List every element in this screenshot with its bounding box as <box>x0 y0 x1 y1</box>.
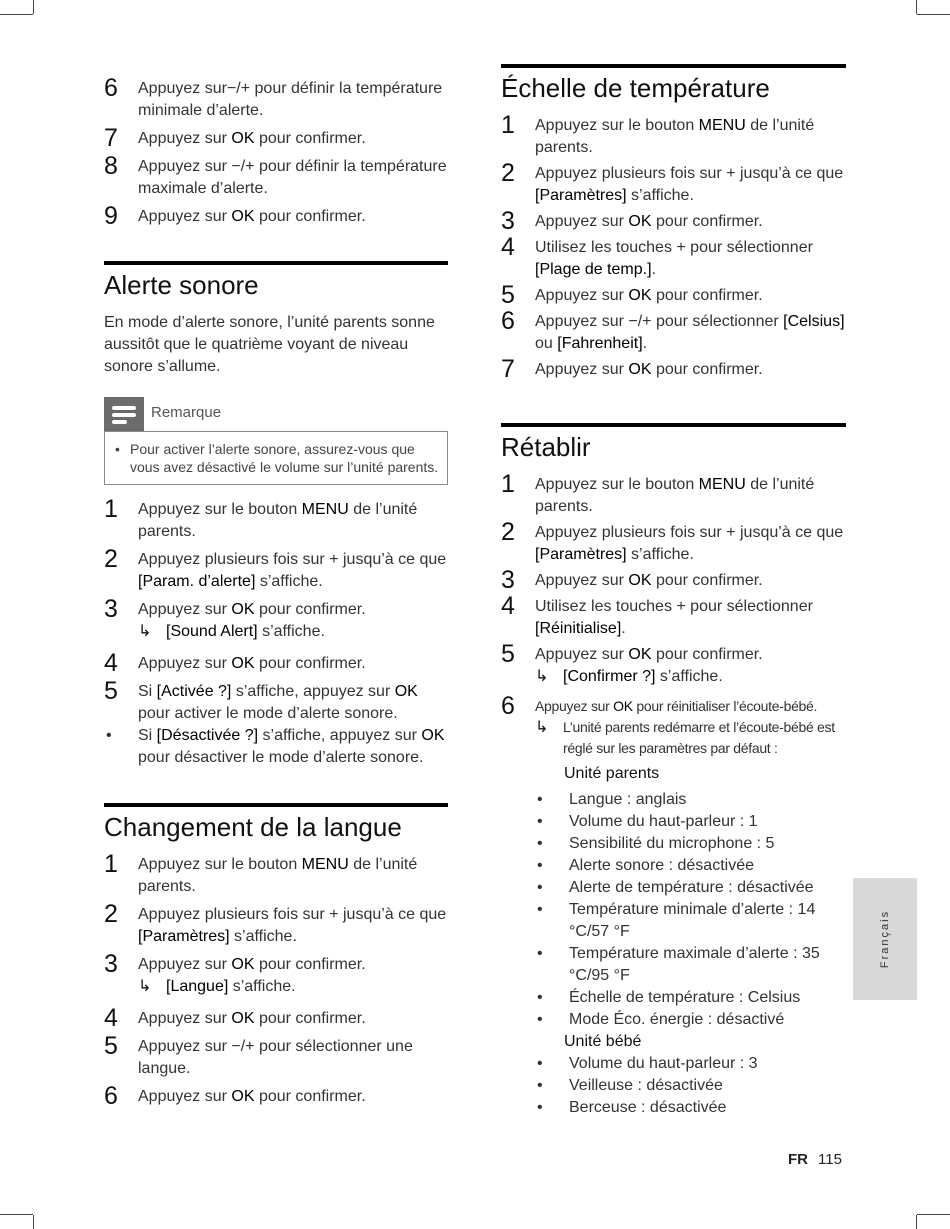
default-setting-text: Température minimale d’alerte : 14 °C/57 °F <box>569 901 816 940</box>
crop-mark-tr <box>916 0 917 14</box>
step-number: 6 <box>104 74 118 102</box>
step-text: de l’unité parents. <box>138 501 418 540</box>
step-number: 3 <box>104 950 118 978</box>
menu-option: [Désactivée ?] <box>156 727 259 744</box>
default-setting-text: Température maximale d’alerte : 35 °C/95 °F <box>569 945 820 984</box>
step-number: 3 <box>104 595 118 623</box>
step-text: pour confirmer. <box>651 213 763 230</box>
key-ok: OK <box>394 683 418 700</box>
step-text: Appuyez sur −/+ pour sélectionner <box>535 313 784 330</box>
step-text: Si <box>138 683 157 700</box>
default-setting-text: Berceuse : désactivée <box>569 1099 727 1116</box>
key-ok: OK <box>421 727 445 744</box>
crop-mark-tl <box>0 14 33 15</box>
step-text: pour confirmer. <box>651 361 763 378</box>
key-ok: OK <box>231 1010 255 1027</box>
page-number: 115 <box>818 1151 842 1168</box>
parent-default-item <box>501 899 846 943</box>
section-rule <box>104 803 448 807</box>
step-number: 4 <box>104 1004 118 1032</box>
step-4 <box>501 592 846 640</box>
footer-lang: FR <box>788 1151 808 1168</box>
crop-mark-br <box>917 1214 950 1215</box>
language-side-tab <box>853 878 917 1000</box>
step-3 <box>501 566 846 594</box>
key-ok: OK <box>628 287 652 304</box>
step-text: Appuyez sur <box>535 361 629 378</box>
step-result <box>535 717 846 759</box>
step-3 <box>104 950 448 998</box>
step-4 <box>104 649 448 677</box>
step-text: s’affiche. <box>655 668 723 685</box>
step-9 <box>104 202 448 230</box>
default-setting-text: Échelle de température : Celsius <box>569 989 801 1006</box>
step-1 <box>501 470 846 518</box>
step-text: s’affiche. <box>626 187 694 204</box>
step-text: de l’unité parents. <box>138 856 418 895</box>
step-text: pour confirmer. <box>254 956 366 973</box>
step-text: L’unité parents redémarre et l’écoute-bébé est réglé sur les paramètres par défaut : <box>563 719 835 756</box>
parent-defaults-list <box>501 789 846 1031</box>
baby-default-item <box>501 1075 846 1097</box>
key-ok: OK <box>231 601 255 618</box>
crop-mark-br <box>916 1215 917 1229</box>
step-text: pour confirmer. <box>254 1010 366 1027</box>
step-number: 9 <box>104 202 118 230</box>
default-setting-text: Mode Éco. énergie : désactivé <box>569 1011 785 1028</box>
step-number: 6 <box>501 692 515 720</box>
key-ok: OK <box>628 361 652 378</box>
bullet-dot: • <box>537 879 543 896</box>
baby-default-item <box>501 1053 846 1075</box>
step-4 <box>104 1004 448 1032</box>
menu-option: [Langue] <box>166 978 229 995</box>
bullet-dot: • <box>115 441 120 457</box>
step-2 <box>104 900 448 948</box>
temp-alert-continued <box>104 74 448 230</box>
step-text: Appuyez sur <box>535 213 629 230</box>
bullet-dot: • <box>537 835 543 852</box>
step-text: Appuyez sur −/+ pour sélectionner une langue. <box>138 1038 413 1077</box>
step-text: Utilisez les touches + pour sélectionner <box>535 598 813 615</box>
bullet-dot: • <box>537 1011 543 1028</box>
key-ok: OK <box>231 130 255 147</box>
step-number: 4 <box>104 649 118 677</box>
arrow-icon: ↳ <box>138 978 152 995</box>
bullet-dot: • <box>537 1077 543 1094</box>
step-text: Appuyez sur <box>535 572 629 589</box>
step-1 <box>501 111 846 159</box>
step-5 <box>104 1032 448 1080</box>
step-5 <box>501 640 846 688</box>
menu-option: [Confirmer ?] <box>563 668 656 685</box>
bullet-dot: • <box>537 857 543 874</box>
step-text: Appuyez sur <box>535 646 629 663</box>
step-text: Si <box>138 727 157 744</box>
section-intro: En mode d’alerte sonore, l’unité parents sonne aussitôt que le quatrième voyant de niveau sonore s’allume. <box>104 314 435 375</box>
default-setting-text: Alerte de température : désactivée <box>569 879 814 896</box>
key-ok: OK <box>613 698 633 714</box>
key-ok: OK <box>231 956 255 973</box>
parent-default-item <box>501 877 846 899</box>
step-text: Appuyez plusieurs fois sur + jusqu’à ce que <box>138 551 447 568</box>
step-text: Appuyez sur <box>138 208 232 225</box>
bullet-dot: • <box>537 945 543 962</box>
step-text: Appuyez sur le bouton <box>535 117 699 134</box>
page-footer <box>788 1151 842 1168</box>
step-number: 2 <box>501 518 515 546</box>
step-number: 8 <box>104 152 118 180</box>
step-5 <box>501 281 846 309</box>
key-ok: OK <box>231 1088 255 1105</box>
step-number: 2 <box>501 159 515 187</box>
step-text: . <box>621 620 626 637</box>
step-text: Appuyez sur −/+ pour définir la température maximale d’alerte. <box>138 158 447 197</box>
note-icon <box>104 397 144 431</box>
menu-option: [Param. d’alerte] <box>138 573 256 590</box>
key-menu: MENU <box>698 117 746 134</box>
step-text: Appuyez sur <box>138 655 232 672</box>
step-7 <box>104 124 448 152</box>
step-text: pour confirmer. <box>254 601 366 618</box>
step-6 <box>501 692 846 759</box>
step-number: 1 <box>501 470 515 498</box>
step-text: pour réinitialiser l’écoute-bébé. <box>632 698 818 714</box>
crop-mark-bl <box>33 1215 34 1229</box>
key-ok: OK <box>628 646 652 663</box>
step-text: Appuyez sur−/+ pour définir la température minimale d’alerte. <box>138 80 443 119</box>
default-setting-text: Sensibilité du microphone : 5 <box>569 835 775 852</box>
note-label: Remarque <box>151 404 222 421</box>
note-text: Pour activer l’alerte sonore, assurez-vous que vous avez désactivé le volume sur l’unité parents. <box>130 441 439 475</box>
crop-mark-bl <box>0 1214 33 1215</box>
parent-default-item <box>501 1009 846 1031</box>
menu-option: [Celsius] <box>783 313 845 330</box>
default-setting-text: Alerte sonore : désactivée <box>569 857 754 874</box>
arrow-icon: ↳ <box>535 719 549 736</box>
step-number: 5 <box>501 281 515 309</box>
step-text: pour confirmer. <box>651 572 763 589</box>
arrow-icon: ↳ <box>138 623 152 640</box>
step-text: Appuyez sur <box>138 1088 232 1105</box>
step-text: s’affiche. <box>255 573 323 590</box>
step-text: s’affiche. <box>229 928 297 945</box>
baby-default-item <box>501 1097 846 1119</box>
step-text: Appuyez sur le bouton <box>535 476 699 493</box>
default-setting-text: Langue : anglais <box>569 791 687 808</box>
menu-option: [Réinitialise] <box>535 620 622 637</box>
bullet-dot: • <box>537 813 543 830</box>
step-number: 1 <box>104 850 118 878</box>
side-tab-label: Français <box>879 909 891 969</box>
step-text: Appuyez sur <box>535 698 614 714</box>
step-text: de l’unité parents. <box>535 117 815 156</box>
menu-option: [Plage de temp.] <box>535 261 652 278</box>
bullet-dot: • <box>537 1099 543 1116</box>
step-text: Appuyez sur <box>535 287 629 304</box>
bullet-dot: • <box>537 791 543 808</box>
note-box <box>104 397 448 485</box>
menu-option: [Paramètres] <box>138 928 230 945</box>
step-number: 5 <box>501 640 515 668</box>
step-6 <box>501 307 846 355</box>
menu-option: [Paramètres] <box>535 546 627 563</box>
step-2 <box>501 159 846 207</box>
crop-mark-tl <box>33 0 34 14</box>
step-number: 7 <box>501 355 515 383</box>
section-title: Rétablir <box>501 432 591 462</box>
step-text: Appuyez plusieurs fois sur + jusqu’à ce que <box>535 524 844 541</box>
step-text: Appuyez sur <box>138 1010 232 1027</box>
section-rule <box>104 261 448 265</box>
menu-option: [Fahrenheit] <box>557 335 643 352</box>
bullet-dot: • <box>537 901 543 918</box>
section-title: Changement de la langue <box>104 812 402 842</box>
step-8 <box>104 152 448 200</box>
step-text: pour activer le mode d’alerte sonore. <box>138 705 398 722</box>
step-text: Utilisez les touches + pour sélectionner <box>535 239 813 256</box>
section-rule <box>501 64 846 68</box>
step-text: pour confirmer. <box>254 130 366 147</box>
section-language <box>104 803 448 1108</box>
step-2 <box>501 518 846 566</box>
default-setting-text: Volume du haut-parleur : 3 <box>569 1055 758 1072</box>
parent-default-item <box>501 811 846 833</box>
step-text: pour confirmer. <box>254 1088 366 1105</box>
step-number: 1 <box>104 495 118 523</box>
step-5 <box>104 677 448 725</box>
baby-defaults-list <box>501 1053 846 1119</box>
parent-default-item <box>501 987 846 1009</box>
bullet-item <box>104 725 448 769</box>
step-text: de l’unité parents. <box>535 476 815 515</box>
step-number: 4 <box>501 233 515 261</box>
step-number: 7 <box>104 124 118 152</box>
section-rule <box>501 423 846 427</box>
step-2 <box>104 545 448 593</box>
step-number: 3 <box>501 207 515 235</box>
parent-default-item <box>501 789 846 811</box>
parent-unit-label: Unité parents <box>564 765 660 782</box>
bullet-dot: • <box>537 989 543 1006</box>
bullet-dot: • <box>537 1055 543 1072</box>
default-setting-text: Volume du haut-parleur : 1 <box>569 813 758 830</box>
step-text: Appuyez sur <box>138 956 232 973</box>
step-3 <box>104 595 448 643</box>
step-text: pour confirmer. <box>651 646 763 663</box>
note-body <box>104 431 448 485</box>
step-result <box>535 666 846 688</box>
step-text: pour confirmer. <box>254 655 366 672</box>
parent-default-item <box>501 855 846 877</box>
key-ok: OK <box>628 572 652 589</box>
step-text: s’affiche. <box>257 623 325 640</box>
step-1 <box>104 850 448 898</box>
step-text: Appuyez plusieurs fois sur + jusqu’à ce que <box>535 165 844 182</box>
key-menu: MENU <box>301 856 349 873</box>
bullet-dot: • <box>106 727 112 744</box>
step-number: 4 <box>501 592 515 620</box>
step-number: 5 <box>104 1032 118 1060</box>
step-6 <box>104 74 448 122</box>
step-text: s’affiche. <box>228 978 296 995</box>
default-setting-text: Veilleuse : désactivée <box>569 1077 723 1094</box>
step-text: . <box>642 335 648 352</box>
step-6 <box>104 1082 448 1110</box>
step-3 <box>501 207 846 235</box>
arrow-icon: ↳ <box>535 668 549 685</box>
step-result <box>138 621 448 643</box>
step-number: 2 <box>104 900 118 928</box>
crop-mark-tr <box>917 14 950 15</box>
step-result <box>138 976 448 998</box>
step-number: 2 <box>104 545 118 573</box>
step-text: s’affiche. <box>626 546 694 563</box>
parent-default-item <box>501 833 846 855</box>
step-number: 3 <box>501 566 515 594</box>
step-text: Appuyez plusieurs fois sur + jusqu’à ce que <box>138 906 447 923</box>
key-ok: OK <box>231 655 255 672</box>
note-header <box>104 397 448 431</box>
key-ok: OK <box>231 208 255 225</box>
step-text: . <box>651 261 656 278</box>
step-text: Appuyez sur le bouton <box>138 856 302 873</box>
step-text: Appuyez sur le bouton <box>138 501 302 518</box>
menu-option: [Activée ?] <box>156 683 232 700</box>
menu-option: [Paramètres] <box>535 187 627 204</box>
step-number: 6 <box>104 1082 118 1110</box>
step-text: Appuyez sur <box>138 130 232 147</box>
section-sound-alert <box>104 261 448 378</box>
step-1 <box>104 495 448 543</box>
menu-option: [Sound Alert] <box>166 623 258 640</box>
step-text: Appuyez sur <box>138 601 232 618</box>
step-number: 6 <box>501 307 515 335</box>
section-reset <box>501 423 846 1119</box>
step-text: s’affiche, appuyez sur <box>258 727 422 744</box>
section-title: Alerte sonore <box>104 270 259 300</box>
section-temp-scale <box>501 64 846 381</box>
step-4 <box>501 233 846 281</box>
key-ok: OK <box>628 213 652 230</box>
step-text: pour confirmer. <box>651 287 763 304</box>
step-text: pour désactiver le mode d’alerte sonore. <box>138 749 424 766</box>
key-menu: MENU <box>301 501 349 518</box>
section-title: Échelle de température <box>501 73 770 103</box>
step-text: s’affiche, appuyez sur <box>231 683 395 700</box>
step-7 <box>501 355 846 383</box>
step-text: ou <box>535 335 558 352</box>
step-number: 1 <box>501 111 515 139</box>
parent-default-item <box>501 943 846 987</box>
step-number: 5 <box>104 677 118 705</box>
baby-unit-label: Unité bébé <box>564 1033 642 1050</box>
sound-alert-steps <box>104 495 448 769</box>
step-text: pour confirmer. <box>254 208 366 225</box>
key-menu: MENU <box>698 476 746 493</box>
